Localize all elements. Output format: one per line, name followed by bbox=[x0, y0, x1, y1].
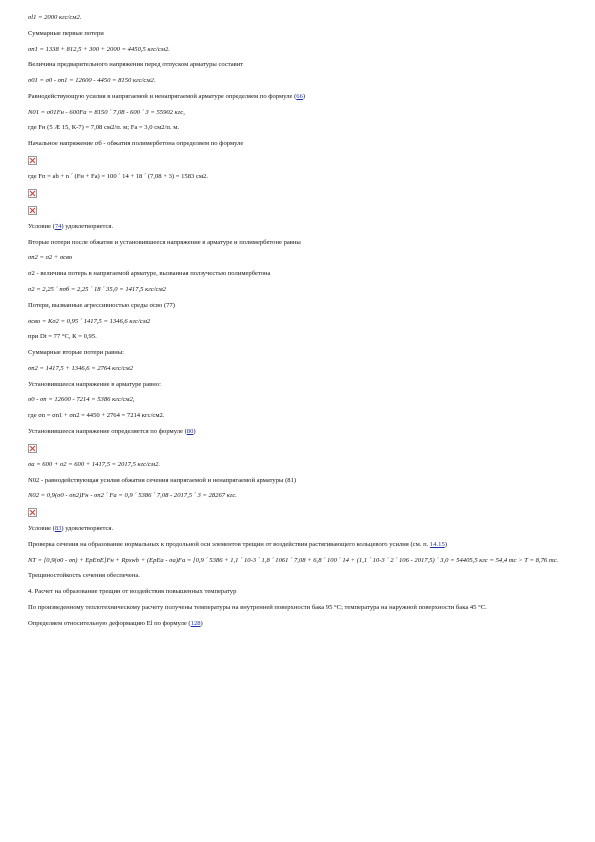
document-page bbox=[28, 14, 576, 636]
formula-line: N01 = σ01Fн - 600Fа = 8150 ´ 7,08 - 600 ´ 3 = 55902 кгс, bbox=[28, 108, 185, 116]
formula-line: σn2 = σ2 + σсво bbox=[28, 254, 73, 262]
text-line: Суммарные первые потери bbox=[28, 29, 104, 37]
text-line: Определяем относительную деформацию El по формуле (128) bbox=[28, 619, 203, 627]
text-line: где Fн (5 Æ 15, К-7) = 7,08 см2/п. м; Fа = 3,0 см2/п. м. bbox=[28, 124, 180, 132]
broken-image-icon bbox=[28, 156, 37, 165]
text-line: Установившееся напряжение определяется по формуле (80) bbox=[28, 427, 196, 435]
broken-image-icon bbox=[28, 444, 37, 453]
text-line: Условие (83) удовлетворяется. bbox=[28, 525, 114, 533]
text-line: Величина предварительного напряжения перед отпуском арматуры составит bbox=[28, 61, 244, 69]
formula-line: σn2 = 1417,5 + 1346,6 = 2764 кгс/см2 bbox=[28, 364, 134, 372]
text-line: σ2 - величина потерь в напрягаемой арматуре, вызванная ползучестью полимербетона bbox=[28, 270, 271, 278]
broken-image-icon bbox=[28, 189, 37, 198]
text-line: Вторые потери после обжатия и установившееся напряжение в арматуре и полимербетоне равны bbox=[28, 238, 301, 246]
text-line: Проверка сечения на образование нормальных к продольной оси элементов трещин от воздействия растягивающего кольцевого усилия (см. п. 14.15) bbox=[28, 540, 447, 548]
section-heading: 4. Расчет на образование трещин от воздействия повышенных температур bbox=[28, 588, 237, 596]
text-line: Равнодействующую усилия в напрягаемой и ненапрягаемой арматуре определяем по формуле (66) bbox=[28, 92, 306, 100]
text-line: где Fп = аb + n ´ (Fн + Fа) = 100 ´ 14 + 18 ´ (7,08 + 3) = 1583 см2. bbox=[28, 173, 208, 181]
formula-line: σ0 - σn = 12600 - 7214 = 5386 кгс/см2, bbox=[28, 396, 135, 404]
formula-line: σn1 = 1338 + 812,5 + 300 + 2000 = 4450,5 кгс/см2. bbox=[28, 45, 170, 53]
formula-link[interactable]: 83 bbox=[54, 525, 62, 533]
formula-line: NT = [0,9(σ0 - σn) + ЕрЕпЕ]Fн + Rрswb + (ЕрЕа - σа)Fа = [0,9 ´ 5386 + 1,1 ´ 10-3 ´ 1,8 ´ 1061 ´ 7,08 + 6,8 ´ 100 ´ 14 + (1,1 ´ 10-3 ´ 2 ´ 106 - 2017,5) ´ 3,0 = 54405,5 кгс = 54,4 тс > Т = 8,76 тс. bbox=[28, 556, 559, 564]
text-line: при Dt = 77 °С, К = 0,95. bbox=[28, 333, 97, 341]
formula-line: σ2 = 2,25 ´ nσб = 2,25 ´ 18 ´ 35,0 = 1417,5 кгс/см2 bbox=[28, 285, 166, 293]
text-line: Потери, вызванные агрессивностью среды σсво (77) bbox=[28, 301, 175, 309]
text-line: Начальное напряжение σб - обжатия полимербетона определяем по формуле bbox=[28, 140, 244, 148]
broken-image-icon bbox=[28, 206, 37, 215]
text-line: Условие (74) удовлетворяется. bbox=[28, 222, 114, 230]
text-line: N02 - равнодействующая усилия обжатия сечения напрягаемой и ненапрягаемой арматуры (81) bbox=[28, 476, 297, 484]
formula-line: σ01 = σ0 - σn1 = 12600 - 4450 = 8150 кгс/см2. bbox=[28, 77, 156, 85]
text-line: Трещиностойкость сечения обеспечена. bbox=[28, 572, 140, 580]
formula-link[interactable]: 74 bbox=[54, 222, 62, 230]
formula-link[interactable]: 66 bbox=[296, 92, 303, 100]
text-line: Суммарные вторые потери равны: bbox=[28, 349, 124, 357]
formula-line: σсво = Кσ2 = 0,95 ´ 1417,5 = 1346,6 кгс/см2 bbox=[28, 317, 151, 325]
text-line: где σn = σn1 + σn2 = 4450 + 2764 = 7214 кгс/см2. bbox=[28, 412, 165, 420]
text-line: σl1 = 2000 кгс/см2. bbox=[28, 14, 82, 21]
section-link[interactable]: 14.15 bbox=[429, 540, 445, 548]
text-line: Установившееся напряжение в арматуре равно: bbox=[28, 380, 161, 388]
formula-line: N02 = 0,9(σ0 - σn2)Fн - σn2 ´ Fа = 0,9 ´ 5386 ´ 7,08 - 2017,5 ´ 3 = 28267 кгс. bbox=[28, 492, 237, 500]
formula-link[interactable]: 80 bbox=[186, 427, 194, 435]
formula-line: σа = 600 + σ2 = 600 + 1417,5 = 2017,5 кгс/см2. bbox=[28, 460, 161, 468]
text-line: По произведенному теплотехническому расчету получены температуры на внутренней поверхности бака 95 °С; температура на наружной поверхности бака 45 °С. bbox=[28, 604, 487, 611]
formula-link[interactable]: 128 bbox=[190, 619, 201, 627]
broken-image-icon bbox=[28, 508, 37, 517]
